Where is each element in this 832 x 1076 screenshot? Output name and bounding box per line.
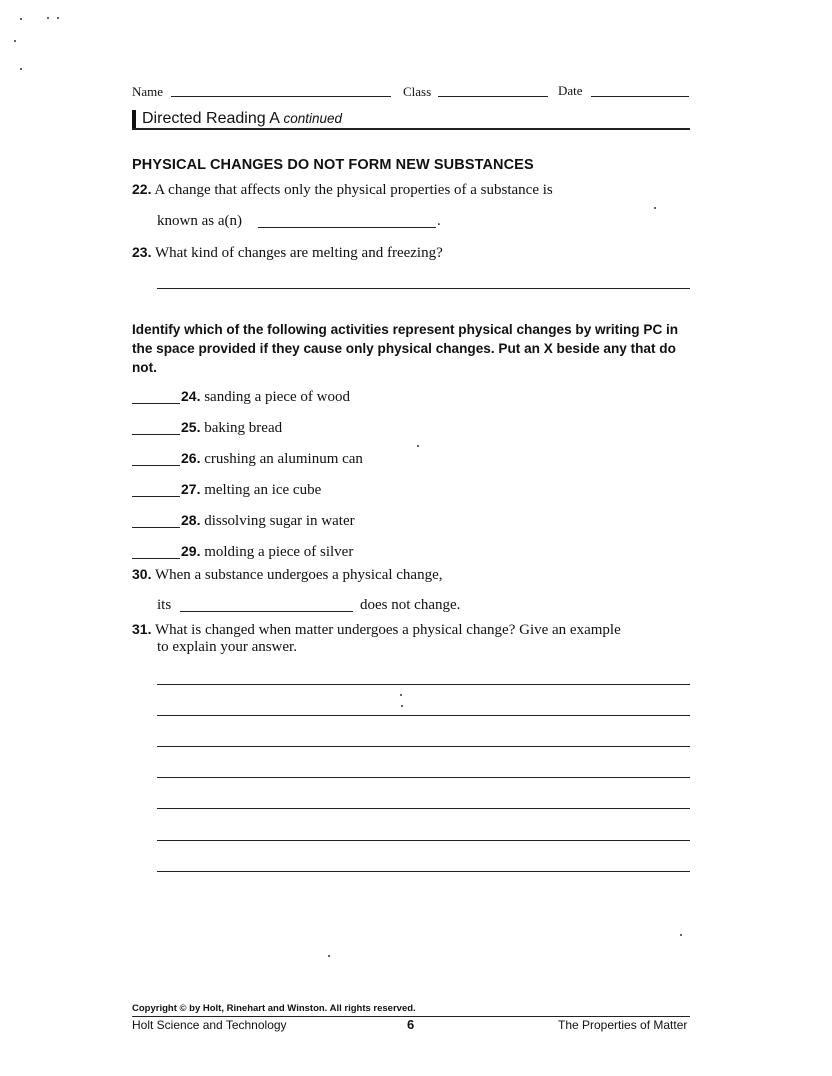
answer-line-31[interactable] xyxy=(157,871,690,872)
chapter-title: The Properties of Matter xyxy=(558,1018,688,1032)
question-number: 24. xyxy=(181,388,201,404)
scan-speck xyxy=(14,40,16,42)
question-number: 22. xyxy=(132,181,152,197)
date-field[interactable] xyxy=(591,96,689,97)
activity-text: sanding a piece of wood xyxy=(204,389,351,405)
question-30-suffix: does not change. xyxy=(360,597,461,613)
question-31-line2: to explain your answer. xyxy=(157,639,297,655)
scan-speck xyxy=(400,694,402,696)
answer-blank[interactable] xyxy=(132,496,180,497)
scan-speck xyxy=(20,18,22,20)
question-text: A change that affects only the physical properties of a substance is xyxy=(154,182,553,198)
answer-line-22[interactable] xyxy=(258,227,436,228)
instructions: Identify which of the following activities represent physical changes by writing PC in the space provided if they cause only physical changes. Put an X beside any that do not. xyxy=(132,322,679,375)
name-field[interactable] xyxy=(171,96,391,97)
answer-blank[interactable] xyxy=(132,527,180,528)
question-number: 31. xyxy=(132,621,152,637)
answer-line-30[interactable] xyxy=(180,611,353,612)
answer-line-31[interactable] xyxy=(157,746,690,747)
activity-text: melting an ice cube xyxy=(204,482,322,498)
scan-speck xyxy=(20,68,22,70)
question-text: known as a(n) xyxy=(157,213,242,229)
scan-speck xyxy=(680,934,682,936)
answer-line-31[interactable] xyxy=(157,684,690,685)
question-text: What is changed when matter undergoes a physical change? Give an example xyxy=(154,622,621,638)
question-number: 26. xyxy=(181,450,201,466)
question-number: 27. xyxy=(181,481,201,497)
question-number: 28. xyxy=(181,512,201,528)
question-number: 29. xyxy=(181,543,201,559)
scan-speck xyxy=(47,17,49,19)
question-31 xyxy=(132,621,621,639)
publisher-name: Holt Science and Technology xyxy=(132,1018,287,1032)
date-label: Date xyxy=(558,83,583,98)
answer-blank[interactable] xyxy=(132,434,180,435)
class-label: Class xyxy=(403,84,432,99)
answer-line-31[interactable] xyxy=(157,777,690,778)
name-label: Name xyxy=(132,84,164,99)
section-title: PHYSICAL CHANGES DO NOT FORM NEW SUBSTANCES xyxy=(132,157,534,173)
scan-speck xyxy=(401,705,403,707)
answer-line-31[interactable] xyxy=(157,715,690,716)
question-text: What kind of changes are melting and freezing? xyxy=(154,245,443,261)
question-22-line2 xyxy=(157,213,242,230)
question-number: 30. xyxy=(132,566,152,582)
copyright-notice: Copyright © by Holt, Rinehart and Winston. All rights reserved. xyxy=(132,1003,416,1014)
scan-speck xyxy=(57,17,59,19)
worksheet-title xyxy=(142,110,342,128)
answer-blank[interactable] xyxy=(132,465,180,466)
class-field[interactable] xyxy=(438,96,548,97)
page-number: 6 xyxy=(407,1017,415,1032)
answer-line-31[interactable] xyxy=(157,808,690,809)
worksheet-title-sub: continued xyxy=(283,111,342,126)
answer-blank[interactable] xyxy=(132,403,180,404)
activity-text: molding a piece of silver xyxy=(204,544,354,560)
title-bar-marker xyxy=(132,110,136,130)
question-text: When a substance undergoes a physical change, xyxy=(154,567,443,583)
question-30-its: its xyxy=(157,597,172,613)
activity-text: crushing an aluminum can xyxy=(204,451,363,467)
answer-blank[interactable] xyxy=(132,558,180,559)
activity-text: dissolving sugar in water xyxy=(204,513,355,529)
answer-line-31[interactable] xyxy=(157,840,690,841)
question-23 xyxy=(132,244,443,262)
answer-line-23[interactable] xyxy=(157,288,690,289)
scan-speck xyxy=(328,955,330,957)
scan-speck xyxy=(417,445,419,447)
title-underline xyxy=(132,128,690,130)
question-number: 25. xyxy=(181,419,201,435)
question-22 xyxy=(132,181,553,199)
scan-speck xyxy=(654,207,656,209)
activity-text: baking bread xyxy=(204,420,283,436)
worksheet-title-main: Directed Reading A xyxy=(142,110,279,127)
question-30 xyxy=(132,566,443,584)
question-22-period: . xyxy=(437,213,441,229)
question-number: 23. xyxy=(132,244,152,260)
